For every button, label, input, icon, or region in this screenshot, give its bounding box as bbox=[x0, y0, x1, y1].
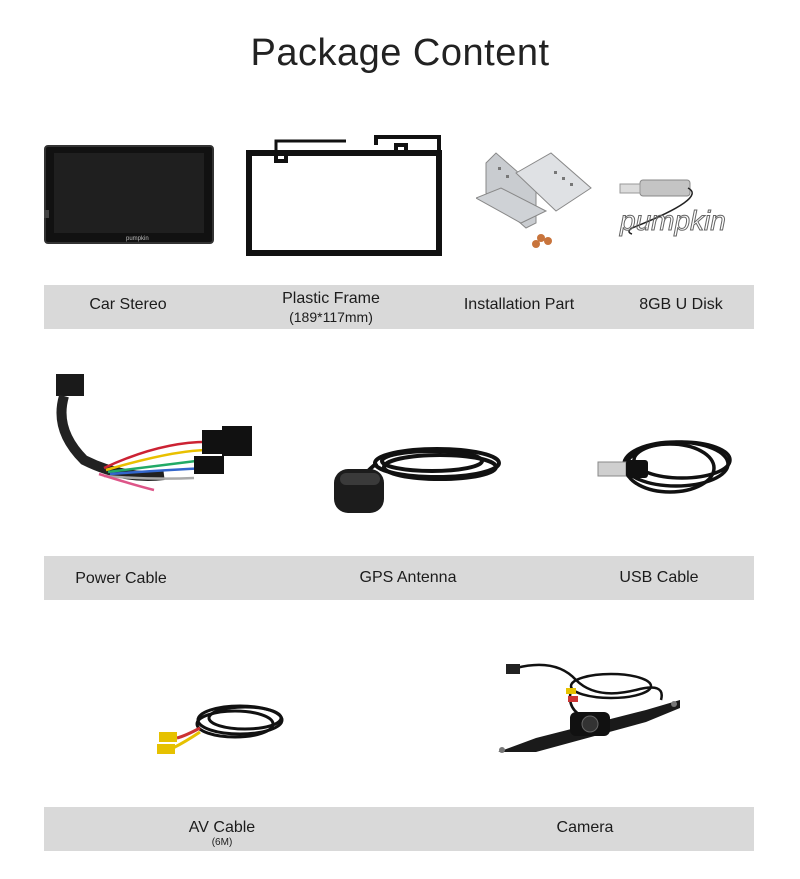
item-sublabel: (6M) bbox=[211, 837, 233, 848]
item-sublabel: (189*117mm) bbox=[289, 309, 373, 325]
item-label: Camera bbox=[556, 819, 614, 836]
usb-cable-icon bbox=[596, 430, 736, 506]
frame-icon bbox=[246, 133, 442, 257]
page-title: Package Content bbox=[250, 32, 550, 74]
gps-antenna-icon bbox=[332, 435, 507, 517]
item-label: Installation Part bbox=[463, 296, 575, 313]
item-label: Plastic Frame bbox=[282, 290, 380, 307]
label-band-row-3 bbox=[44, 807, 754, 851]
item-label: GPS Antenna bbox=[359, 569, 457, 586]
item-label: Car Stereo bbox=[89, 296, 167, 313]
item-label: AV Cable bbox=[188, 819, 256, 836]
item-label: Power Cable bbox=[75, 570, 167, 587]
bracket-icon bbox=[476, 143, 596, 251]
item-label: USB Cable bbox=[619, 569, 699, 586]
brand-watermark: pumpkin bbox=[620, 205, 726, 236]
item-label: 8GB U Disk bbox=[639, 296, 723, 313]
item-label-group bbox=[189, 819, 255, 849]
usb-disk-icon bbox=[618, 176, 763, 240]
av-cable-icon bbox=[155, 698, 290, 758]
power-cable-icon bbox=[44, 370, 256, 500]
brand-logo: pumpkin bbox=[126, 236, 149, 242]
item-label-group bbox=[282, 290, 380, 326]
car-stereo-icon bbox=[44, 145, 214, 245]
camera-icon bbox=[496, 660, 682, 764]
